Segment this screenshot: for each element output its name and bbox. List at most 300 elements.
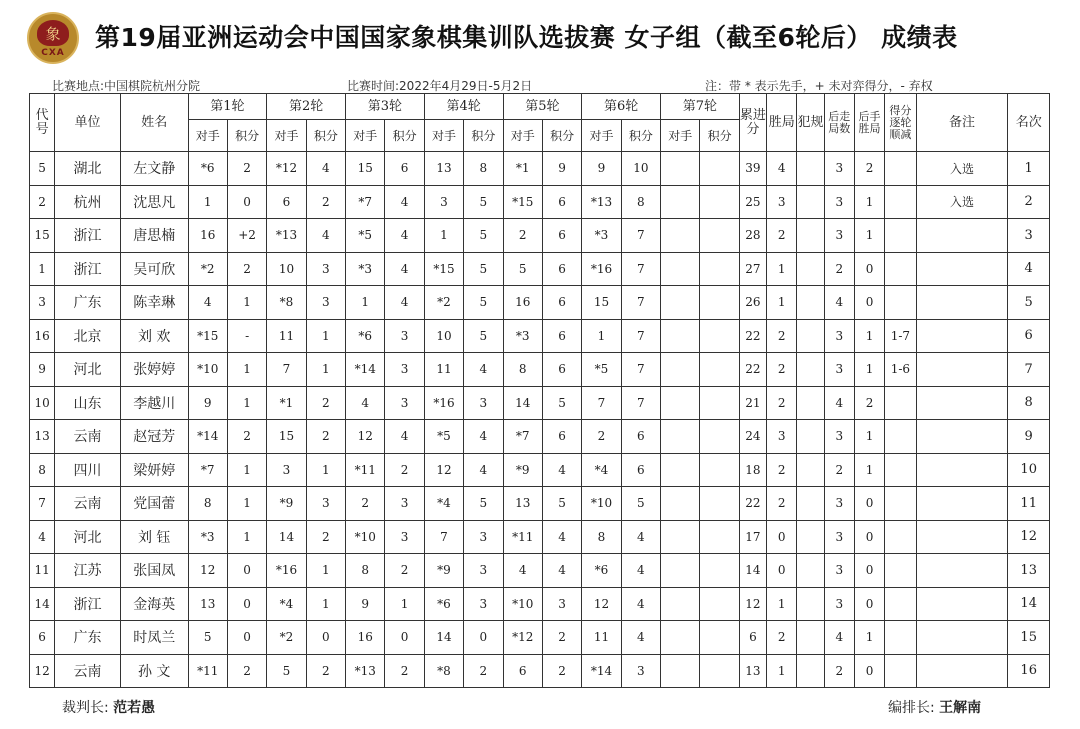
cell-total: 24 — [739, 420, 766, 454]
cell-rank: 12 — [1008, 520, 1050, 554]
cell-round-4-points: 4 — [464, 353, 503, 387]
cell-deduction — [885, 621, 916, 655]
cell-black-wins: 1 — [854, 185, 884, 219]
cell-rank: 10 — [1008, 453, 1050, 487]
header-opponent: 对手 — [346, 120, 385, 152]
cell-deduction: 1-6 — [885, 353, 916, 387]
cell-round-6-points: 7 — [621, 219, 660, 253]
cell-round-3-opponent: *3 — [346, 252, 385, 286]
cxa-logo — [27, 12, 79, 64]
arranger-name: 王解南 — [939, 700, 982, 716]
cell-round-2-opponent: 11 — [267, 319, 306, 353]
cell-round-3-opponent: *5 — [346, 219, 385, 253]
cell-round-4-opponent: *15 — [424, 252, 463, 286]
cell-unit: 浙江 — [55, 252, 121, 286]
cell-rank: 8 — [1008, 386, 1050, 420]
cell-round-7-points — [700, 319, 739, 353]
cell-round-3-points: 2 — [385, 453, 424, 487]
table-body — [30, 152, 1050, 688]
cell-black-games: 4 — [824, 286, 854, 320]
cell-black-games: 3 — [824, 319, 854, 353]
cell-black-wins: 2 — [854, 152, 884, 186]
cell-unit: 浙江 — [55, 219, 121, 253]
cell-code: 3 — [30, 286, 55, 320]
cell-round-7-opponent — [661, 621, 700, 655]
cell-total: 13 — [739, 654, 766, 688]
header-opponent: 对手 — [503, 120, 542, 152]
cell-round-3-points: 4 — [385, 420, 424, 454]
cell-round-3-points: 4 — [385, 219, 424, 253]
cell-round-1-opponent: 9 — [188, 386, 227, 420]
header-points: 积分 — [464, 120, 503, 152]
cell-wins: 1 — [767, 286, 797, 320]
cell-fouls — [797, 587, 824, 621]
header-points: 积分 — [621, 120, 660, 152]
cell-fouls — [797, 554, 824, 588]
cell-code: 14 — [30, 587, 55, 621]
cell-rank: 3 — [1008, 219, 1050, 253]
cell-round-2-opponent: 7 — [267, 353, 306, 387]
cell-fouls — [797, 487, 824, 521]
table-header — [30, 94, 1050, 152]
cell-black-games: 2 — [824, 453, 854, 487]
cell-black-wins: 0 — [854, 487, 884, 521]
cell-round-7-points — [700, 286, 739, 320]
cell-deduction — [885, 487, 916, 521]
cell-player-name: 李越川 — [120, 386, 188, 420]
cell-round-7-opponent — [661, 286, 700, 320]
cell-total: 21 — [739, 386, 766, 420]
cell-round-5-opponent: *9 — [503, 453, 542, 487]
table-row — [30, 286, 1050, 320]
venue-text: 比赛地点:中国棋院杭州分院 — [52, 79, 201, 93]
cell-round-3-opponent: *6 — [346, 319, 385, 353]
cell-remark — [916, 654, 1008, 688]
table-row — [30, 152, 1050, 186]
cell-round-2-points: 2 — [306, 386, 345, 420]
header-opponent: 对手 — [661, 120, 700, 152]
cell-player-name: 时凤兰 — [120, 621, 188, 655]
cell-deduction: 1-7 — [885, 319, 916, 353]
cell-round-5-opponent: *3 — [503, 319, 542, 353]
cell-round-5-points: 2 — [542, 654, 581, 688]
cell-round-2-opponent: 3 — [267, 453, 306, 487]
cell-black-wins: 0 — [854, 654, 884, 688]
cell-round-3-points: 3 — [385, 386, 424, 420]
cell-round-5-opponent: *1 — [503, 152, 542, 186]
cell-round-5-points: 2 — [542, 621, 581, 655]
cell-round-6-points: 4 — [621, 621, 660, 655]
cell-rank: 1 — [1008, 152, 1050, 186]
cell-player-name: 张婷婷 — [120, 353, 188, 387]
cell-fouls — [797, 420, 824, 454]
cell-round-7-opponent — [661, 219, 700, 253]
cell-total: 14 — [739, 554, 766, 588]
cell-wins: 0 — [767, 554, 797, 588]
cell-black-games: 3 — [824, 353, 854, 387]
cell-round-1-points: +2 — [227, 219, 266, 253]
cell-round-5-points: 6 — [542, 286, 581, 320]
cell-round-1-opponent: 16 — [188, 219, 227, 253]
cell-round-3-points: 4 — [385, 185, 424, 219]
cell-round-5-opponent: 16 — [503, 286, 542, 320]
cell-round-5-opponent: *11 — [503, 520, 542, 554]
cell-round-5-points: 4 — [542, 520, 581, 554]
cell-round-6-opponent: 9 — [582, 152, 621, 186]
cell-round-2-points: 0 — [306, 621, 345, 655]
cell-round-4-points: 4 — [464, 453, 503, 487]
cell-round-2-points: 1 — [306, 319, 345, 353]
header-black-games: 后走局数 — [824, 94, 854, 152]
cell-round-1-points: 2 — [227, 420, 266, 454]
cell-black-games: 4 — [824, 386, 854, 420]
table-row — [30, 554, 1050, 588]
cell-deduction — [885, 185, 916, 219]
cell-round-4-opponent: 3 — [424, 185, 463, 219]
cell-round-7-opponent — [661, 654, 700, 688]
table-row — [30, 420, 1050, 454]
cell-unit: 云南 — [55, 654, 121, 688]
cell-wins: 1 — [767, 252, 797, 286]
cell-round-3-opponent: 4 — [346, 386, 385, 420]
cell-rank: 13 — [1008, 554, 1050, 588]
cell-round-7-opponent — [661, 554, 700, 588]
cell-round-2-opponent: *1 — [267, 386, 306, 420]
page-title: 第19届亚洲运动会中国国家象棋集训队选拔赛 女子组（截至6轮后） 成绩表 — [95, 23, 958, 52]
cell-unit: 四川 — [55, 453, 121, 487]
cell-round-5-opponent: 4 — [503, 554, 542, 588]
cell-remark — [916, 252, 1008, 286]
cell-total: 25 — [739, 185, 766, 219]
cell-round-4-points: 5 — [464, 185, 503, 219]
logo-glyph: 象 — [45, 25, 61, 43]
cell-remark — [916, 286, 1008, 320]
cell-round-7-opponent — [661, 520, 700, 554]
cell-unit: 江苏 — [55, 554, 121, 588]
cell-round-4-points: 2 — [464, 654, 503, 688]
cell-round-3-opponent: 9 — [346, 587, 385, 621]
cell-fouls — [797, 319, 824, 353]
cell-round-5-points: 6 — [542, 319, 581, 353]
cell-code: 8 — [30, 453, 55, 487]
cell-round-4-opponent: 14 — [424, 621, 463, 655]
cell-wins: 4 — [767, 152, 797, 186]
cell-wins: 0 — [767, 520, 797, 554]
cell-round-1-points: 1 — [227, 386, 266, 420]
header-round-5: 第5轮 — [503, 94, 582, 120]
cell-wins: 2 — [767, 453, 797, 487]
cell-round-4-opponent: 13 — [424, 152, 463, 186]
cell-round-2-points: 2 — [306, 185, 345, 219]
cell-code: 15 — [30, 219, 55, 253]
cell-deduction — [885, 386, 916, 420]
cell-round-3-points: 2 — [385, 554, 424, 588]
cell-round-2-points: 2 — [306, 520, 345, 554]
cell-round-7-opponent — [661, 453, 700, 487]
referee-line — [62, 697, 155, 717]
cell-round-6-opponent: *5 — [582, 353, 621, 387]
cell-player-name: 金海英 — [120, 587, 188, 621]
cell-round-3-opponent: *7 — [346, 185, 385, 219]
cell-black-wins: 1 — [854, 319, 884, 353]
table-row — [30, 219, 1050, 253]
cell-fouls — [797, 453, 824, 487]
cell-round-6-points: 7 — [621, 386, 660, 420]
cell-round-4-points: 4 — [464, 420, 503, 454]
cell-wins: 2 — [767, 353, 797, 387]
cell-round-1-opponent: *11 — [188, 654, 227, 688]
cell-black-wins: 1 — [854, 621, 884, 655]
cell-round-5-opponent: *7 — [503, 420, 542, 454]
cell-round-4-opponent: 7 — [424, 520, 463, 554]
cell-round-6-points: 7 — [621, 252, 660, 286]
cell-wins: 2 — [767, 487, 797, 521]
cell-code: 9 — [30, 353, 55, 387]
cell-round-4-points: 5 — [464, 252, 503, 286]
cell-round-7-points — [700, 420, 739, 454]
cell-player-name: 唐思楠 — [120, 219, 188, 253]
cell-total: 6 — [739, 621, 766, 655]
header-deduction: 得分逐轮顺减 — [885, 94, 916, 152]
cell-black-wins: 1 — [854, 453, 884, 487]
cell-unit: 山东 — [55, 386, 121, 420]
cell-round-2-opponent: *9 — [267, 487, 306, 521]
cell-round-1-opponent: *2 — [188, 252, 227, 286]
cell-round-2-opponent: *13 — [267, 219, 306, 253]
cell-rank: 16 — [1008, 654, 1050, 688]
cell-round-2-points: 1 — [306, 453, 345, 487]
cell-total: 17 — [739, 520, 766, 554]
cell-round-3-opponent: *11 — [346, 453, 385, 487]
cell-round-3-points: 4 — [385, 286, 424, 320]
cell-black-games: 2 — [824, 654, 854, 688]
cell-round-6-points: 5 — [621, 487, 660, 521]
cell-round-2-points: 3 — [306, 252, 345, 286]
cell-round-6-opponent: *6 — [582, 554, 621, 588]
cell-black-games: 3 — [824, 152, 854, 186]
cell-round-7-points — [700, 152, 739, 186]
cell-black-games: 4 — [824, 621, 854, 655]
cell-round-3-points: 3 — [385, 520, 424, 554]
referee-name: 范若愚 — [113, 700, 156, 716]
cell-deduction — [885, 152, 916, 186]
cell-wins: 2 — [767, 621, 797, 655]
cell-wins: 3 — [767, 420, 797, 454]
cell-round-2-opponent: 14 — [267, 520, 306, 554]
cell-black-games: 3 — [824, 520, 854, 554]
cell-round-1-opponent: *6 — [188, 152, 227, 186]
cell-unit: 杭州 — [55, 185, 121, 219]
header-name: 姓名 — [120, 94, 188, 152]
arranger-line — [888, 697, 981, 717]
cell-round-7-points — [700, 487, 739, 521]
header-opponent: 对手 — [424, 120, 463, 152]
header-wins: 胜局 — [767, 94, 797, 152]
header-opponent: 对手 — [188, 120, 227, 152]
cell-round-1-points: 1 — [227, 487, 266, 521]
cell-code: 4 — [30, 520, 55, 554]
cell-round-7-points — [700, 587, 739, 621]
cell-round-2-opponent: 6 — [267, 185, 306, 219]
cell-remark: 入选 — [916, 152, 1008, 186]
cell-round-4-points: 8 — [464, 152, 503, 186]
cell-round-7-points — [700, 654, 739, 688]
cell-rank: 14 — [1008, 587, 1050, 621]
cell-wins: 2 — [767, 319, 797, 353]
cell-remark — [916, 587, 1008, 621]
cell-code: 16 — [30, 319, 55, 353]
header-points: 积分 — [700, 120, 739, 152]
cell-round-1-opponent: *10 — [188, 353, 227, 387]
cell-unit: 河北 — [55, 520, 121, 554]
date-text: 比赛时间:2022年4月29日-5月2日 — [347, 79, 533, 93]
cell-code: 7 — [30, 487, 55, 521]
cell-round-5-opponent: *10 — [503, 587, 542, 621]
cell-remark — [916, 487, 1008, 521]
cell-round-2-points: 2 — [306, 420, 345, 454]
cell-player-name: 刘 钰 — [120, 520, 188, 554]
cell-unit: 云南 — [55, 420, 121, 454]
cell-remark — [916, 420, 1008, 454]
cell-remark — [916, 621, 1008, 655]
cell-wins: 2 — [767, 219, 797, 253]
cell-black-wins: 1 — [854, 420, 884, 454]
cell-rank: 11 — [1008, 487, 1050, 521]
cell-player-name: 梁妍婷 — [120, 453, 188, 487]
cell-deduction — [885, 420, 916, 454]
cell-unit: 湖北 — [55, 152, 121, 186]
cell-round-7-points — [700, 453, 739, 487]
cell-round-2-points: 1 — [306, 587, 345, 621]
cell-code: 1 — [30, 252, 55, 286]
header-total: 累进分 — [739, 94, 766, 152]
cell-black-games: 2 — [824, 252, 854, 286]
cell-unit: 浙江 — [55, 587, 121, 621]
cell-round-4-opponent: 12 — [424, 453, 463, 487]
cell-total: 12 — [739, 587, 766, 621]
cell-round-2-opponent: *12 — [267, 152, 306, 186]
cell-round-2-points: 3 — [306, 487, 345, 521]
cell-code: 5 — [30, 152, 55, 186]
cell-round-7-points — [700, 353, 739, 387]
cell-player-name: 吴可欣 — [120, 252, 188, 286]
cell-player-name: 沈思凡 — [120, 185, 188, 219]
cell-round-5-opponent: 13 — [503, 487, 542, 521]
cell-round-3-points: 3 — [385, 319, 424, 353]
table-row — [30, 487, 1050, 521]
cell-round-2-points: 1 — [306, 554, 345, 588]
cell-fouls — [797, 621, 824, 655]
referee-label: 裁判长: — [62, 700, 109, 716]
cell-round-7-opponent — [661, 487, 700, 521]
cell-round-1-points: 2 — [227, 252, 266, 286]
cell-fouls — [797, 152, 824, 186]
cell-round-2-points: 3 — [306, 286, 345, 320]
cell-round-7-points — [700, 185, 739, 219]
cell-player-name: 刘 欢 — [120, 319, 188, 353]
header-opponent: 对手 — [582, 120, 621, 152]
cell-round-2-opponent: 15 — [267, 420, 306, 454]
cell-wins: 2 — [767, 386, 797, 420]
cell-round-6-points: 6 — [621, 420, 660, 454]
cell-fouls — [797, 286, 824, 320]
cell-round-2-opponent: 10 — [267, 252, 306, 286]
cell-code: 13 — [30, 420, 55, 454]
cell-round-1-opponent: 1 — [188, 185, 227, 219]
cell-round-1-points: 2 — [227, 152, 266, 186]
cell-round-1-points: 1 — [227, 286, 266, 320]
cell-deduction — [885, 453, 916, 487]
cell-round-6-opponent: 1 — [582, 319, 621, 353]
cell-code: 2 — [30, 185, 55, 219]
cell-round-2-points: 2 — [306, 654, 345, 688]
cell-round-5-points: 6 — [542, 185, 581, 219]
cell-round-5-opponent: 2 — [503, 219, 542, 253]
cell-round-3-opponent: 16 — [346, 621, 385, 655]
cell-round-6-points: 7 — [621, 286, 660, 320]
cell-remark — [916, 520, 1008, 554]
header-round-2: 第2轮 — [267, 94, 346, 120]
cell-deduction — [885, 252, 916, 286]
cell-deduction — [885, 654, 916, 688]
cell-rank: 15 — [1008, 621, 1050, 655]
cell-black-games: 3 — [824, 219, 854, 253]
cell-remark — [916, 453, 1008, 487]
cell-remark — [916, 554, 1008, 588]
cell-round-7-opponent — [661, 252, 700, 286]
cell-round-5-points: 6 — [542, 353, 581, 387]
cell-round-6-opponent: 2 — [582, 420, 621, 454]
cell-round-5-opponent: 14 — [503, 386, 542, 420]
cell-remark — [916, 219, 1008, 253]
cell-black-wins: 0 — [854, 252, 884, 286]
cell-rank: 9 — [1008, 420, 1050, 454]
cell-deduction — [885, 587, 916, 621]
cell-round-1-opponent: 4 — [188, 286, 227, 320]
cell-round-6-opponent: *13 — [582, 185, 621, 219]
cell-total: 27 — [739, 252, 766, 286]
cell-total: 22 — [739, 487, 766, 521]
cell-round-6-points: 7 — [621, 319, 660, 353]
cell-round-1-opponent: *15 — [188, 319, 227, 353]
cell-round-3-points: 0 — [385, 621, 424, 655]
cell-round-7-opponent — [661, 152, 700, 186]
cell-round-4-opponent: *5 — [424, 420, 463, 454]
cell-round-4-opponent: 11 — [424, 353, 463, 387]
cell-round-4-points: 0 — [464, 621, 503, 655]
cell-code: 11 — [30, 554, 55, 588]
cell-round-5-points: 6 — [542, 252, 581, 286]
cell-black-wins: 1 — [854, 219, 884, 253]
cell-round-6-opponent: 11 — [582, 621, 621, 655]
cell-round-1-points: - — [227, 319, 266, 353]
cell-round-7-points — [700, 386, 739, 420]
cell-round-5-points: 4 — [542, 554, 581, 588]
cell-round-3-opponent: 1 — [346, 286, 385, 320]
header-round-4: 第4轮 — [424, 94, 503, 120]
cell-wins: 1 — [767, 654, 797, 688]
cell-wins: 3 — [767, 185, 797, 219]
header-points: 积分 — [385, 120, 424, 152]
cell-round-6-points: 8 — [621, 185, 660, 219]
cell-black-games: 3 — [824, 554, 854, 588]
cell-round-5-points: 6 — [542, 420, 581, 454]
results-table — [29, 93, 1050, 688]
cell-round-1-opponent: *14 — [188, 420, 227, 454]
cell-round-5-points: 5 — [542, 386, 581, 420]
cell-rank: 2 — [1008, 185, 1050, 219]
cell-black-wins: 1 — [854, 353, 884, 387]
